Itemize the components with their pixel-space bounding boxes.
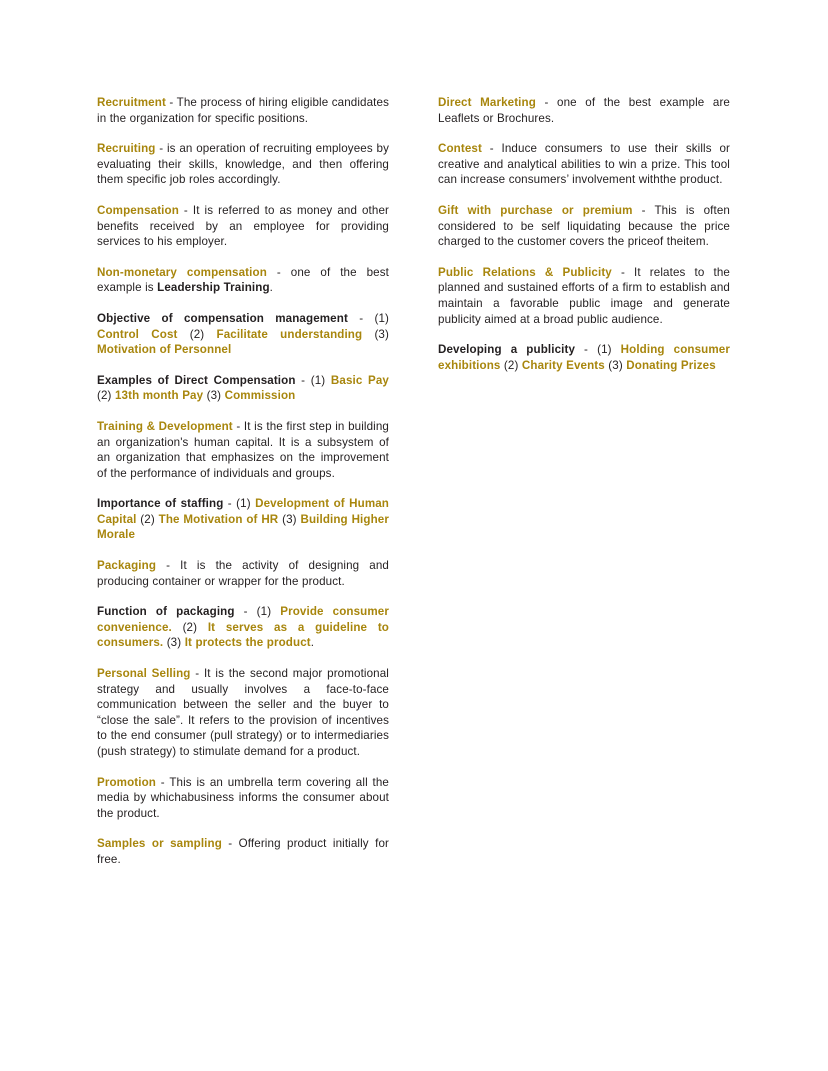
body-text: (3) [278, 512, 301, 526]
highlighted-term: Packaging [97, 559, 157, 573]
highlighted-term: Compensation [97, 203, 179, 217]
body-text: . [310, 636, 315, 650]
paragraph-contest [438, 141, 730, 188]
body-text: - It relates to the planned and sustained efforts of a firm to establish and maintain a favorable public image and generate publicity aimed at a broad public audience. [438, 265, 730, 326]
highlighted-term: Training & Development [97, 419, 233, 433]
body-text: (2) [177, 327, 217, 341]
paragraph-recruiting [97, 141, 389, 188]
paragraph-developing-a-publicity [438, 342, 730, 373]
paragraph-examples-of-direct-compensation [97, 373, 389, 404]
paragraph-non-monetary-compensation [97, 265, 389, 296]
body-text: - one of the best example is [97, 265, 389, 295]
body-text: - It is the first step in building an organization's human capital. It is a subsystem of an organization that emphasizes on the improvement of the performance of individuals and groups. [97, 419, 389, 480]
bold-term: Developing a publicity [438, 343, 576, 357]
highlighted-term: It protects the product [184, 636, 311, 650]
paragraph-promotion [97, 775, 389, 822]
body-text: - It is referred to as money and other benefits received by an employee for providing services to his employer. [97, 203, 389, 249]
highlighted-term: Charity Events [521, 358, 605, 372]
body-text: - (1) [575, 343, 621, 357]
body-text: (2) [97, 389, 115, 403]
highlighted-term: Gift with purchase or premium [438, 203, 633, 217]
highlighted-term: Development of Human Capital [97, 497, 390, 526]
body-text: - This is an umbrella term covering all the media by whichabusiness informs the consumer about the product. [97, 775, 389, 820]
body-text: - Offering product initially for free. [97, 837, 389, 866]
paragraph-objective-of-compensation-management [97, 311, 389, 358]
body-text: - (1) [295, 373, 331, 387]
highlighted-term: 13th month Pay [114, 389, 204, 403]
bold-term: Function of packaging [97, 605, 235, 619]
highlighted-term: Recruiting [97, 142, 156, 156]
body-text: - one of the best example are Leaflets or Brochures. [438, 96, 730, 125]
bold-term: Objective of compensation management [97, 311, 348, 325]
highlighted-term: Samples or sampling [97, 837, 222, 851]
highlighted-term: Facilitate understanding [216, 327, 363, 341]
paragraph-recruitment [97, 95, 389, 126]
highlighted-term: Contest [438, 142, 482, 156]
highlighted-term: Building Higher Morale [97, 512, 389, 542]
paragraph-public-relations-and-publicity [438, 265, 730, 327]
body-text: (3) [203, 389, 225, 403]
body-text: - (1) [234, 605, 281, 619]
right-text-column [438, 95, 730, 373]
highlighted-term: Non-monetary compensation [97, 265, 267, 279]
highlighted-term: The Motivation of HR [158, 512, 279, 526]
body-text: - (1) [223, 497, 256, 511]
highlighted-term: Motivation of Personnel [97, 343, 232, 357]
paragraph-training-and-development [97, 419, 389, 481]
body-text: (2) [171, 620, 208, 634]
body-text: (2) [136, 512, 159, 526]
body-text: - The process of hiring eligible candidates in the organization for specific positions. [97, 96, 389, 125]
paragraph-packaging [97, 558, 389, 589]
body-text: - It is the activity of designing and producing container or wrapper for the product. [97, 559, 389, 588]
body-text: (3) [604, 358, 627, 372]
body-text: (2) [500, 358, 522, 372]
highlighted-term: Provide consumer convenience. [97, 605, 389, 634]
body-text: (3) [362, 327, 389, 341]
body-text: - Induce consumers to use their skills or creative and analytical abilities to win a prize. This tool can increase consumers’ involvement withthe product. [438, 142, 730, 187]
highlighted-term: Personal Selling [97, 667, 191, 681]
highlighted-term: Holding consumer exhibitions [438, 343, 730, 372]
paragraph-personal-selling [97, 666, 389, 760]
paragraph-gift-with-purchase-or-premium [438, 203, 730, 250]
paragraph-direct-marketing [438, 95, 730, 126]
highlighted-term: Promotion [97, 775, 157, 789]
body-text: . [269, 281, 273, 295]
highlighted-term: Direct Marketing [438, 96, 536, 109]
paragraph-compensation [97, 203, 389, 250]
body-text: - (1) [347, 311, 390, 325]
body-text: - is an operation of recruiting employees by evaluating their skills, knowledge, and then offering them specific job roles accordingly. [97, 142, 389, 187]
bold-term: Leadership Training [157, 281, 270, 295]
highlighted-term: Control Cost [97, 327, 178, 341]
body-text: - This is often considered to be self liquidating because the price charged to the customer covers the priceof theitem. [438, 203, 730, 249]
two-column-text-body [97, 95, 731, 868]
paragraph-samples-or-sampling [97, 836, 389, 867]
paragraph-importance-of-staffing [97, 496, 389, 543]
body-text: (3) [163, 636, 185, 650]
highlighted-term: Basic Pay [330, 373, 389, 387]
paragraph-function-of-packaging [97, 604, 389, 651]
highlighted-term: Donating Prizes [626, 358, 716, 372]
highlighted-term: Commission [224, 389, 296, 403]
highlighted-term: Public Relations & Publicity [438, 265, 612, 279]
bold-term: Importance of staffing [97, 497, 224, 511]
body-text: - It is the second major promotional strategy and usually involves a face-to-face communication between the seller and the buyer to “close the sale”. It refers to the provision of incentives to the end consumer (pull strategy) or to intermediaries (push strategy) to stimulate demand for a product. [97, 667, 389, 758]
highlighted-term: It serves as a guideline to consumers. [97, 620, 389, 650]
bold-term: Examples of Direct Compensation [97, 373, 296, 387]
highlighted-term: Recruitment [97, 96, 166, 109]
left-text-column [97, 95, 389, 868]
